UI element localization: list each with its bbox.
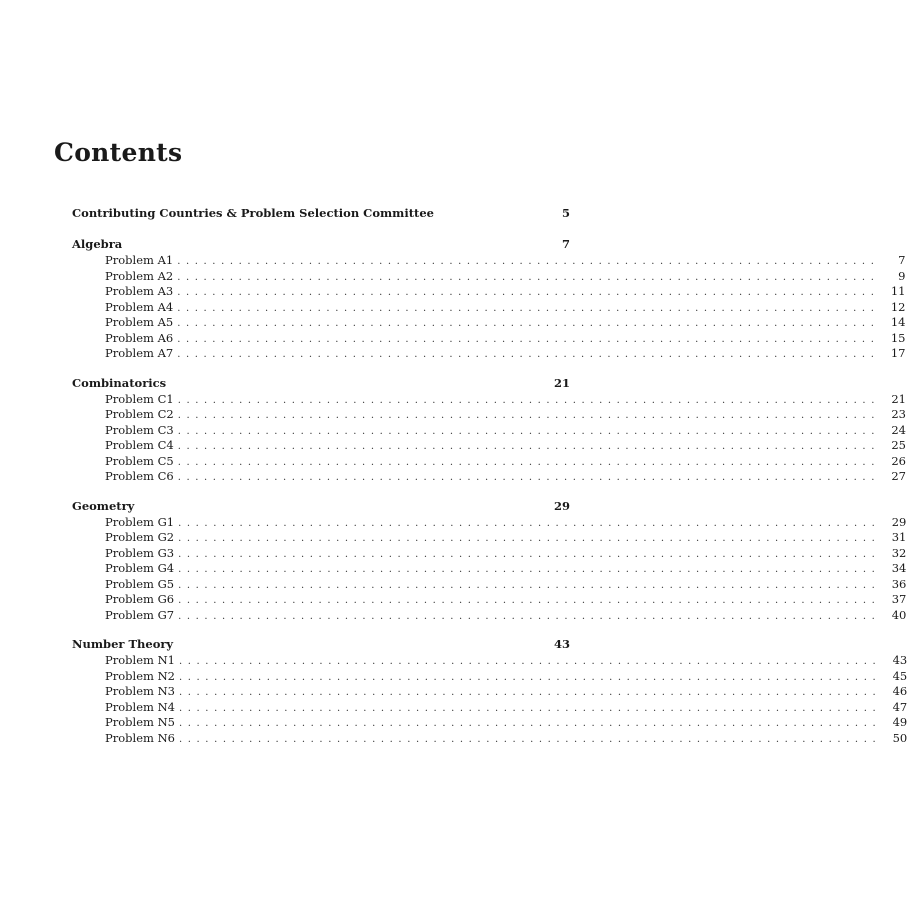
toc-entry[interactable]: [72, 253, 906, 269]
toc-entry-page: 23: [891, 407, 906, 421]
toc-entry[interactable]: [72, 530, 907, 546]
toc-entry-label: Problem C2: [105, 407, 174, 421]
toc-entry-label: Problem A6: [105, 330, 174, 345]
toc-entry-label: Problem N5: [105, 715, 175, 729]
toc-entry-page: 43: [892, 653, 907, 667]
dot-leader: ................................................................................: [177, 349, 880, 360]
toc-entry-label: Problem C5: [105, 453, 174, 468]
toc-entry[interactable]: [72, 561, 907, 577]
toc-entry-label: Problem G5: [105, 576, 175, 591]
dot-leader: ................................................................................: [178, 656, 882, 667]
toc-section-heading[interactable]: [72, 375, 570, 392]
toc-entry[interactable]: [72, 576, 907, 593]
toc-entry[interactable]: [72, 268, 906, 285]
toc-section-name: Algebra: [72, 237, 123, 251]
toc-entry-label: Problem G3: [105, 545, 175, 560]
toc-entry-page: 47: [892, 699, 907, 714]
toc-entry[interactable]: [72, 422, 906, 439]
toc-entry-label: Problem G4: [105, 561, 175, 575]
dot-leader: ................................................................................: [178, 733, 882, 745]
toc-section: [72, 636, 907, 746]
dot-leader: ................................................................................: [178, 533, 881, 544]
toc-entry-page: 36: [891, 576, 907, 591]
toc-sections: [72, 236, 907, 746]
toc-intro-label: Contributing Countries & Problem Selection Committee: [72, 206, 434, 220]
dot-leader: ................................................................................: [177, 287, 880, 298]
toc-entry[interactable]: [72, 514, 907, 531]
toc-entry-page: 14: [890, 315, 906, 329]
toc-entry-label: Problem G2: [105, 530, 175, 544]
toc-entry[interactable]: [72, 346, 906, 362]
dot-leader: ................................................................................: [178, 610, 881, 622]
toc-entry-page: 45: [892, 668, 907, 683]
dot-leader: ................................................................................: [177, 425, 880, 437]
page-title: Contents: [54, 138, 183, 167]
toc-entry[interactable]: [72, 299, 906, 316]
toc-section-page: 21: [553, 375, 570, 390]
toc-entry[interactable]: [72, 453, 906, 470]
toc-section-heading[interactable]: [72, 498, 570, 515]
toc-section-heading[interactable]: [72, 236, 570, 253]
dot-leader: ................................................................................: [177, 410, 880, 421]
toc-entry-label: Problem C6: [105, 469, 174, 483]
toc-entry-page: 11: [890, 284, 906, 298]
toc-intro-page: 5: [561, 206, 570, 220]
toc-entry-page: 46: [892, 684, 907, 698]
dot-leader: ................................................................................: [177, 456, 880, 468]
dot-leader: ................................................................................: [178, 595, 881, 606]
toc-entry-label: Problem C1: [105, 391, 174, 406]
toc-entry-label: Problem A4: [105, 299, 174, 314]
toc-entry[interactable]: [72, 545, 907, 562]
toc-entry[interactable]: [72, 699, 907, 716]
toc-entry-page: 40: [891, 607, 907, 622]
toc-entry-label: Problem N2: [105, 668, 175, 683]
dot-leader: ................................................................................: [177, 318, 880, 329]
toc-entry-page: 49: [892, 715, 907, 729]
toc-entry-label: Problem C4: [105, 438, 174, 452]
toc-section: [72, 375, 906, 485]
toc-section-name: Combinatorics: [72, 375, 167, 390]
toc-entry-page: 27: [891, 469, 906, 483]
table-of-contents: [72, 205, 907, 759]
dot-leader: ................................................................................: [177, 394, 880, 406]
toc-section-name: Geometry: [72, 498, 135, 513]
toc-entry-page: 50: [892, 730, 907, 745]
dot-leader: ................................................................................: [177, 333, 880, 345]
toc-entry-label: Problem A3: [105, 284, 174, 298]
toc-entry-page: 32: [891, 545, 907, 560]
toc-entry[interactable]: [72, 469, 906, 485]
toc-entry-page: 21: [891, 391, 906, 406]
toc-entry-label: Problem A1: [105, 253, 174, 267]
toc-entry-label: Problem C3: [105, 422, 174, 437]
toc-entry-page: 25: [891, 438, 906, 452]
toc-entry-label: Problem A7: [105, 346, 174, 360]
toc-entry[interactable]: [72, 438, 906, 454]
dot-leader: ................................................................................: [177, 271, 880, 283]
toc-entry-page: 31: [891, 530, 907, 544]
toc-section-heading[interactable]: [72, 636, 570, 653]
toc-entry-page: 24: [891, 422, 906, 437]
toc-entry[interactable]: [72, 391, 906, 408]
toc-entry-page: 37: [891, 592, 907, 606]
toc-entry-page: 7: [898, 253, 906, 267]
toc-entry-page: 34: [891, 561, 907, 575]
dot-leader: ................................................................................: [178, 718, 882, 729]
toc-section-page: 7: [561, 237, 570, 251]
dot-leader: ................................................................................: [178, 548, 881, 560]
toc-entry[interactable]: [72, 653, 907, 669]
toc-entry-page: 12: [890, 299, 906, 314]
toc-section-name: Number Theory: [72, 637, 174, 651]
toc-entry[interactable]: [72, 607, 907, 624]
toc-intro-row[interactable]: [72, 205, 570, 222]
toc-entry-label: Problem N6: [105, 730, 175, 745]
toc-entry-page: 26: [891, 453, 906, 468]
toc-entry-page: 15: [890, 330, 906, 345]
toc-entry-page: 17: [890, 346, 906, 360]
dot-leader: ................................................................................: [178, 517, 881, 529]
toc-section-page: 29: [553, 498, 570, 513]
toc-section: [72, 498, 907, 624]
toc-section: [72, 236, 906, 362]
toc-section-page: 43: [553, 637, 570, 651]
toc-entry-label: Problem A2: [105, 268, 174, 283]
toc-entry-label: Problem G1: [105, 514, 175, 529]
dot-leader: ................................................................................: [177, 302, 880, 314]
toc-entry[interactable]: [72, 407, 906, 423]
toc-entry[interactable]: [72, 684, 907, 700]
toc-entry-label: Problem N4: [105, 699, 175, 714]
toc-entry[interactable]: [72, 730, 907, 747]
dot-leader: ................................................................................: [177, 441, 880, 452]
toc-entry[interactable]: [72, 592, 907, 608]
toc-entry-label: Problem G7: [105, 607, 175, 622]
toc-entry-label: Problem A5: [105, 315, 174, 329]
toc-entry-label: Problem N3: [105, 684, 175, 698]
toc-entry[interactable]: [72, 284, 906, 300]
dot-leader: ................................................................................: [177, 472, 880, 483]
dot-leader: ................................................................................: [178, 579, 881, 591]
toc-entry[interactable]: [72, 715, 907, 731]
dot-leader: ................................................................................: [178, 687, 882, 698]
dot-leader: ................................................................................: [178, 564, 881, 575]
toc-entry-page: 29: [891, 514, 907, 529]
toc-entry-label: Problem N1: [105, 653, 175, 667]
dot-leader: ................................................................................: [178, 671, 882, 683]
dot-leader: ................................................................................: [178, 702, 882, 714]
toc-entry[interactable]: [72, 668, 907, 685]
toc-entry[interactable]: [72, 330, 906, 347]
toc-entry[interactable]: [72, 315, 906, 331]
dot-leader: ................................................................................: [177, 256, 880, 267]
toc-entry-page: 9: [898, 268, 906, 283]
toc-entry-label: Problem G6: [105, 592, 175, 606]
